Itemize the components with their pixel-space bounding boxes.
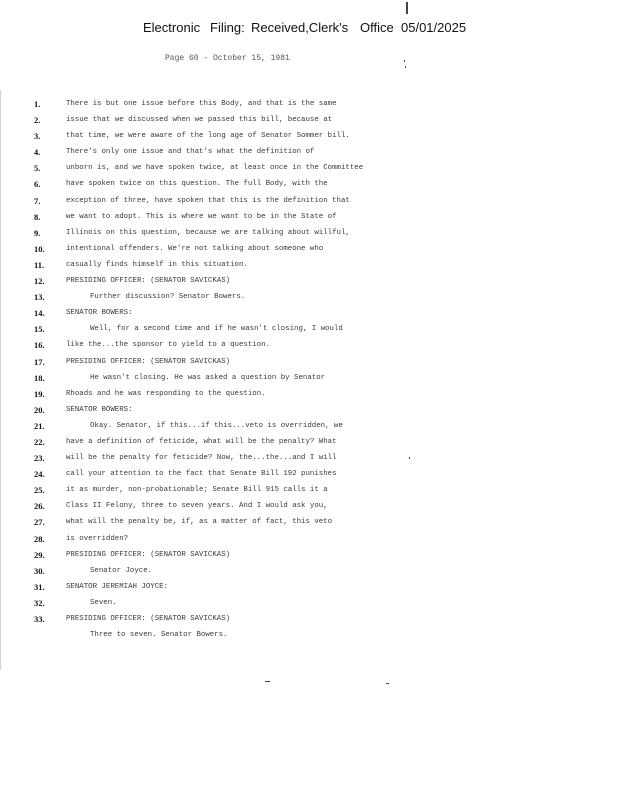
line-number: 19. xyxy=(34,388,45,399)
line-number-column xyxy=(34,98,64,629)
line-number: 16. xyxy=(34,340,45,351)
scan-speck xyxy=(409,457,410,459)
line-number: 30. xyxy=(34,565,45,576)
transcript-line: is overridden? xyxy=(66,534,129,543)
transcript-line: issue that we discussed when we passed this bill, because at xyxy=(66,116,333,125)
line-number: 31. xyxy=(34,581,45,592)
transcript-line: that time, we were aware of the long age of Senator Sommer bill. xyxy=(66,132,350,141)
transcript-line: Well, for a second time and if he wasn't closing, I would xyxy=(90,325,343,334)
transcript-line: Three to seven. Senator Bowers. xyxy=(90,631,228,640)
line-number: 18. xyxy=(34,372,45,383)
line-number: 6. xyxy=(34,179,41,190)
transcript-line: Illinois on this question, because we are talking about willful, xyxy=(66,228,350,237)
transcript-line: PRESIDING OFFICER: (SENATOR SAVICKAS) xyxy=(66,615,231,623)
line-number: 12. xyxy=(34,276,45,287)
transcript-line: PRESIDING OFFICER: (SENATOR SAVICKAS) xyxy=(66,550,231,559)
transcript-line: will be the penalty for feticide? Now, the...the...and I will xyxy=(66,454,337,463)
line-number: 29. xyxy=(34,549,45,560)
line-number: 23. xyxy=(34,453,45,464)
line-number: 2. xyxy=(34,115,41,126)
transcript-line: what will the penalty be, if, as a matter of fact, this veto xyxy=(66,518,333,527)
line-number: 1. xyxy=(34,99,41,109)
line-number: 14. xyxy=(34,308,45,319)
transcript-line: have a definition of feticide, what will be the penalty? What xyxy=(66,437,337,446)
line-number: 9. xyxy=(34,227,41,238)
line-number: 28. xyxy=(34,533,45,544)
line-number: 26. xyxy=(34,501,45,512)
line-number: 5. xyxy=(34,163,41,174)
filing-stamp xyxy=(0,20,618,38)
line-number: 13. xyxy=(34,292,45,303)
transcript-line: we want to adopt. This is where we want to be in the State of xyxy=(66,212,337,221)
line-number: 15. xyxy=(34,324,45,335)
transcript-line: Senator Joyce. xyxy=(90,566,153,575)
transcript-line: Class II Felony, three to seven years. And I would ask you, xyxy=(66,502,328,511)
line-number: 11. xyxy=(34,259,45,270)
transcript-line: call your attention to the fact that Senate Bill 192 punishes xyxy=(66,470,337,479)
stamp-electronic: Electronic xyxy=(143,20,201,35)
line-number: 7. xyxy=(34,195,41,206)
line-number: 22. xyxy=(34,436,45,447)
transcript-line: He wasn't closing. He was asked a question by Senator xyxy=(90,373,326,382)
transcript-line: exception of three, have spoken that this is the definition that xyxy=(66,196,350,205)
line-number: 24. xyxy=(34,469,45,480)
scan-speck xyxy=(404,60,405,62)
transcript-line: casually finds himself in this situation. xyxy=(66,260,248,269)
line-number: 3. xyxy=(34,131,41,142)
transcript-line: PRESIDING OFFICER: (SENATOR SAVICKAS) xyxy=(66,357,231,366)
transcript-line: Rhoads and he was responding to the question. xyxy=(66,389,266,398)
stamp-office: Office xyxy=(360,20,394,35)
transcript-line: Okay. Senator, if this...if this...veto is overridden, we xyxy=(90,421,343,430)
stamp-date: 05/01/2025 xyxy=(401,20,467,35)
transcript-line: SENATOR JEREMIAH JOYCE: xyxy=(66,582,169,591)
stamp-filing: Filing: xyxy=(210,20,245,35)
transcript-line: There is but one issue before this Body, and that is the same xyxy=(66,100,337,108)
line-number: 32. xyxy=(34,597,45,608)
line-number: 4. xyxy=(34,147,41,158)
scan-edge xyxy=(0,90,1,670)
transcript-line: PRESIDING OFFICER: (SENATOR SAVICKAS) xyxy=(66,277,231,286)
stamp-status: Received,Clerk's xyxy=(251,20,349,35)
line-number: 33. xyxy=(34,614,45,624)
scan-speck xyxy=(405,66,406,68)
transcript-line: have spoken twice on this question. The full Body, with the xyxy=(66,180,328,189)
line-number: 10. xyxy=(34,243,45,254)
scan-speck xyxy=(406,2,408,14)
line-number: 21. xyxy=(34,420,45,431)
scan-speck xyxy=(386,683,389,684)
transcript-line: like the...the sponsor to yield to a question. xyxy=(66,341,271,350)
transcript-line: SENATOR BOWERS: xyxy=(66,309,133,318)
transcript-line: Seven. xyxy=(90,598,117,607)
transcript-line: unborn is, and we have spoken twice, at least once in the Committee xyxy=(66,164,364,173)
scan-speck xyxy=(265,681,270,682)
line-number: 27. xyxy=(34,517,45,528)
page-header: Page 60 - October 15, 1981 xyxy=(165,54,290,63)
line-number: 8. xyxy=(34,211,41,222)
transcript-body xyxy=(66,98,386,645)
line-number: 17. xyxy=(34,356,45,367)
line-number: 20. xyxy=(34,404,45,415)
transcript-line: SENATOR BOWERS: xyxy=(66,405,133,414)
transcript-line: intentional offenders. We're not talking about someone who xyxy=(66,244,324,253)
transcript-line: There's only one issue and that's what the definition of xyxy=(66,148,315,157)
line-number: 25. xyxy=(34,485,45,496)
transcript-line: Further discussion? Senator Bowers. xyxy=(90,293,246,302)
transcript-line: it as murder, non-probationable; Senate Bill 915 calls it a xyxy=(66,486,328,495)
